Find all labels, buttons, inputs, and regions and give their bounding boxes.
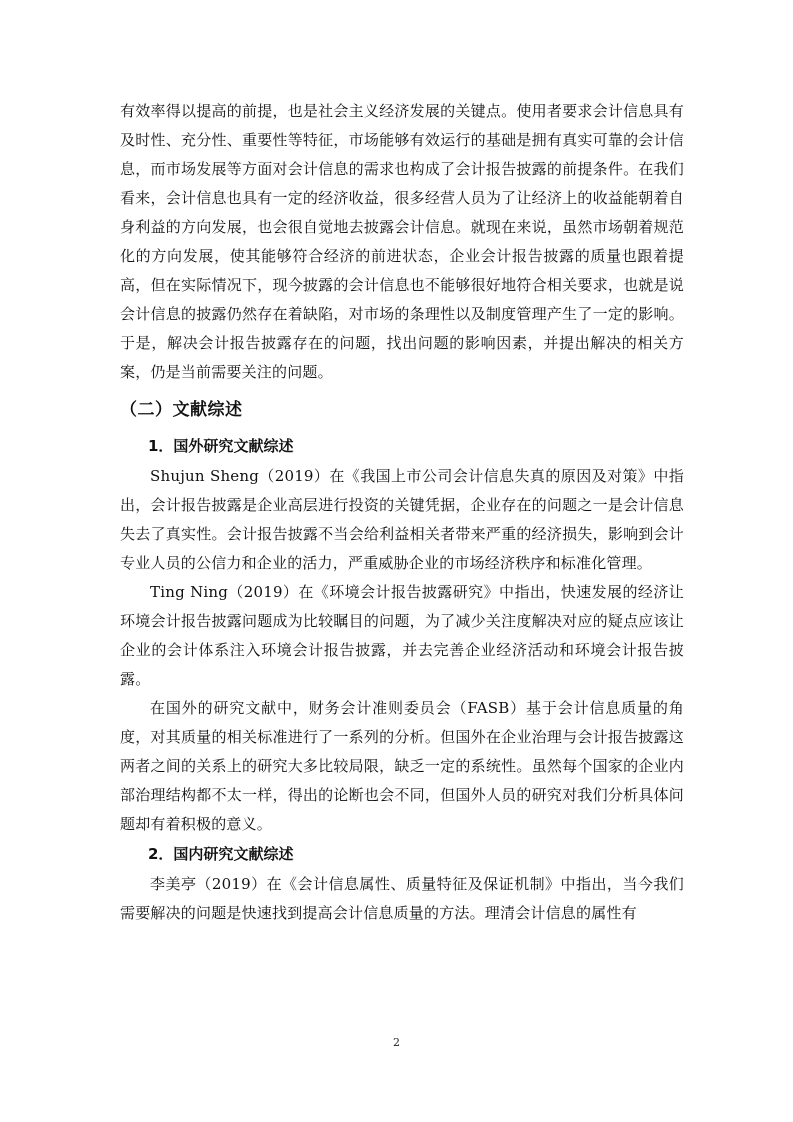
paragraph-li-meiting: 李美亭（2019）在《会计信息属性、质量特征及保证机制》中指出，当今我们需要解决的问题是快速找到提高会计信息质量的方法。理清会计信息的属性有 [120, 875, 684, 922]
page-number: 2 [393, 1036, 400, 1049]
section-heading-literature-review: （二）文献综述 [120, 400, 243, 420]
continued-paragraph: 有效率得以提高的前提，也是社会主义经济发展的关键点。使用者要求会计信息具有及时性、充分性、重要性等特征，市场能够有效运行的基础是拥有真实可靠的会计信息，而市场发展等方面对会计信息的需求也构成了会计报告披露的前提条件。在我们看来，会计信息也具有一定的经济收益，很多经营人员为了让经济上的收益能朝着自身利益的方向发展，也会很自觉地去披露会计信息。就现在来说，虽然市场朝着规范化的方向发展，使其能够符合经济的前进状态，企业会计报告披露的质量也跟着提高，但在实际情况下，现今披露的会计信息也不能够很好地符合相关要求，也就是说会计信息的披露仍然存在着缺陷，对市场的条理性以及制度管理产生了一定的影响。于是，解决会计报告披露存在的问题，找出问题的影响因素，并提出解决的相关方案，仍是当前需要关注的问题。 [120, 102, 684, 381]
subheading-foreign-literature: 1．国外研究文献综述 [148, 437, 294, 455]
paragraph-shujun-sheng: Shujun Sheng（2019）在《我国上市公司会计信息失真的原因及对策》中指出，会计报告披露是企业高层进行投资的关键凭据，企业存在的问题之一是会计信息失去了真实性。会计报告披露不当会给利益相关者带来严重的经济损失，影响到会计专业人员的公信力和企业的活力，严重威胁企业的市场经济秩序和标准化管理。 [120, 467, 684, 572]
subheading-domestic-literature: 2．国内研究文献综述 [148, 845, 294, 863]
paragraph-fasb: 在国外的研究文献中，财务会计准则委员会（FASB）基于会计信息质量的角度，对其质量的相关标准进行了一系列的分析。但国外在企业治理与会计报告披露这两者之间的关系上的研究大多比较局限，缺乏一定的系统性。虽然每个国家的企业内部治理结构都不太一样，得出的论断也会不同，但国外人员的研究对我们分析具体问题却有着积极的意义。 [120, 699, 684, 833]
paragraph-ting-ning: Ting Ning（2019）在《环境会计报告披露研究》中指出，快速发展的经济让环境会计报告披露问题成为比较瞩目的问题，为了减少关注度解决对应的疑点应该让企业的会计体系注入环境会计报告披露，并去完善企业经济活动和环境会计报告披露。 [120, 583, 684, 688]
page-content [120, 97, 684, 928]
